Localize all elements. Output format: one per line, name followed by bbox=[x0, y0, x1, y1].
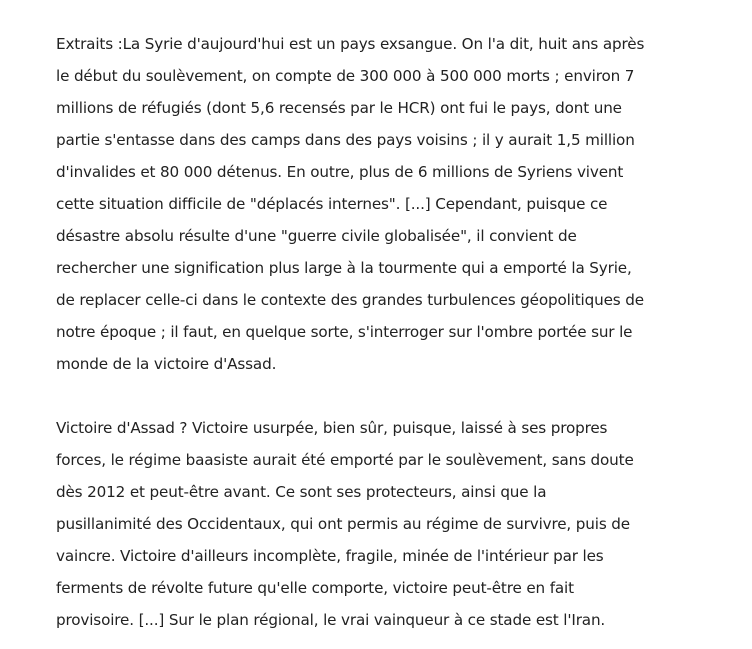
text-line: désastre absolu résulte d'une "guerre civile globalisée", il convient de bbox=[56, 227, 577, 245]
text-line: le début du soulèvement, on compte de 300 000 à 500 000 morts ; environ 7 bbox=[56, 67, 635, 85]
text-line: ferments de révolte future qu'elle comporte, victoire peut-être en fait bbox=[56, 579, 574, 597]
text-line: forces, le régime baasiste aurait été emporté par le soulèvement, sans doute bbox=[56, 451, 634, 469]
text-line: d'invalides et 80 000 détenus. En outre, plus de 6 millions de Syriens vivent bbox=[56, 163, 624, 181]
text-line: dès 2012 et peut-être avant. Ce sont ses protecteurs, ainsi que la bbox=[56, 483, 547, 501]
text-line: provisoire. [...] Sur le plan régional, le vrai vainqueur à ce stade est l'Iran. bbox=[56, 611, 606, 629]
article-excerpt bbox=[56, 28, 728, 636]
text-line: rechercher une signification plus large à la tourmente qui a emporté la Syrie, bbox=[56, 259, 632, 277]
text-line: pusillanimité des Occidentaux, qui ont permis au régime de survivre, puis de bbox=[56, 515, 630, 533]
text-line: monde de la victoire d'Assad. bbox=[56, 355, 277, 373]
paragraph-2 bbox=[56, 412, 728, 636]
text-line: partie s'entasse dans des camps dans des pays voisins ; il y aurait 1,5 million bbox=[56, 131, 635, 149]
text-line: Extraits :La Syrie d'aujourd'hui est un pays exsangue. On l'a dit, huit ans après bbox=[56, 35, 645, 53]
text-line: vaincre. Victoire d'ailleurs incomplète, fragile, minée de l'intérieur par les bbox=[56, 547, 604, 565]
text-line: Victoire d'Assad ? Victoire usurpée, bien sûr, puisque, laissé à ses propres bbox=[56, 419, 608, 437]
text-line: notre époque ; il faut, en quelque sorte, s'interroger sur l'ombre portée sur le bbox=[56, 323, 633, 341]
text-line: cette situation difficile de "déplacés internes". [...] Cependant, puisque ce bbox=[56, 195, 608, 213]
text-line: de replacer celle-ci dans le contexte des grandes turbulences géopolitiques de bbox=[56, 291, 644, 309]
paragraph-1 bbox=[56, 28, 728, 380]
text-line: millions de réfugiés (dont 5,6 recensés par le HCR) ont fui le pays, dont une bbox=[56, 99, 622, 117]
